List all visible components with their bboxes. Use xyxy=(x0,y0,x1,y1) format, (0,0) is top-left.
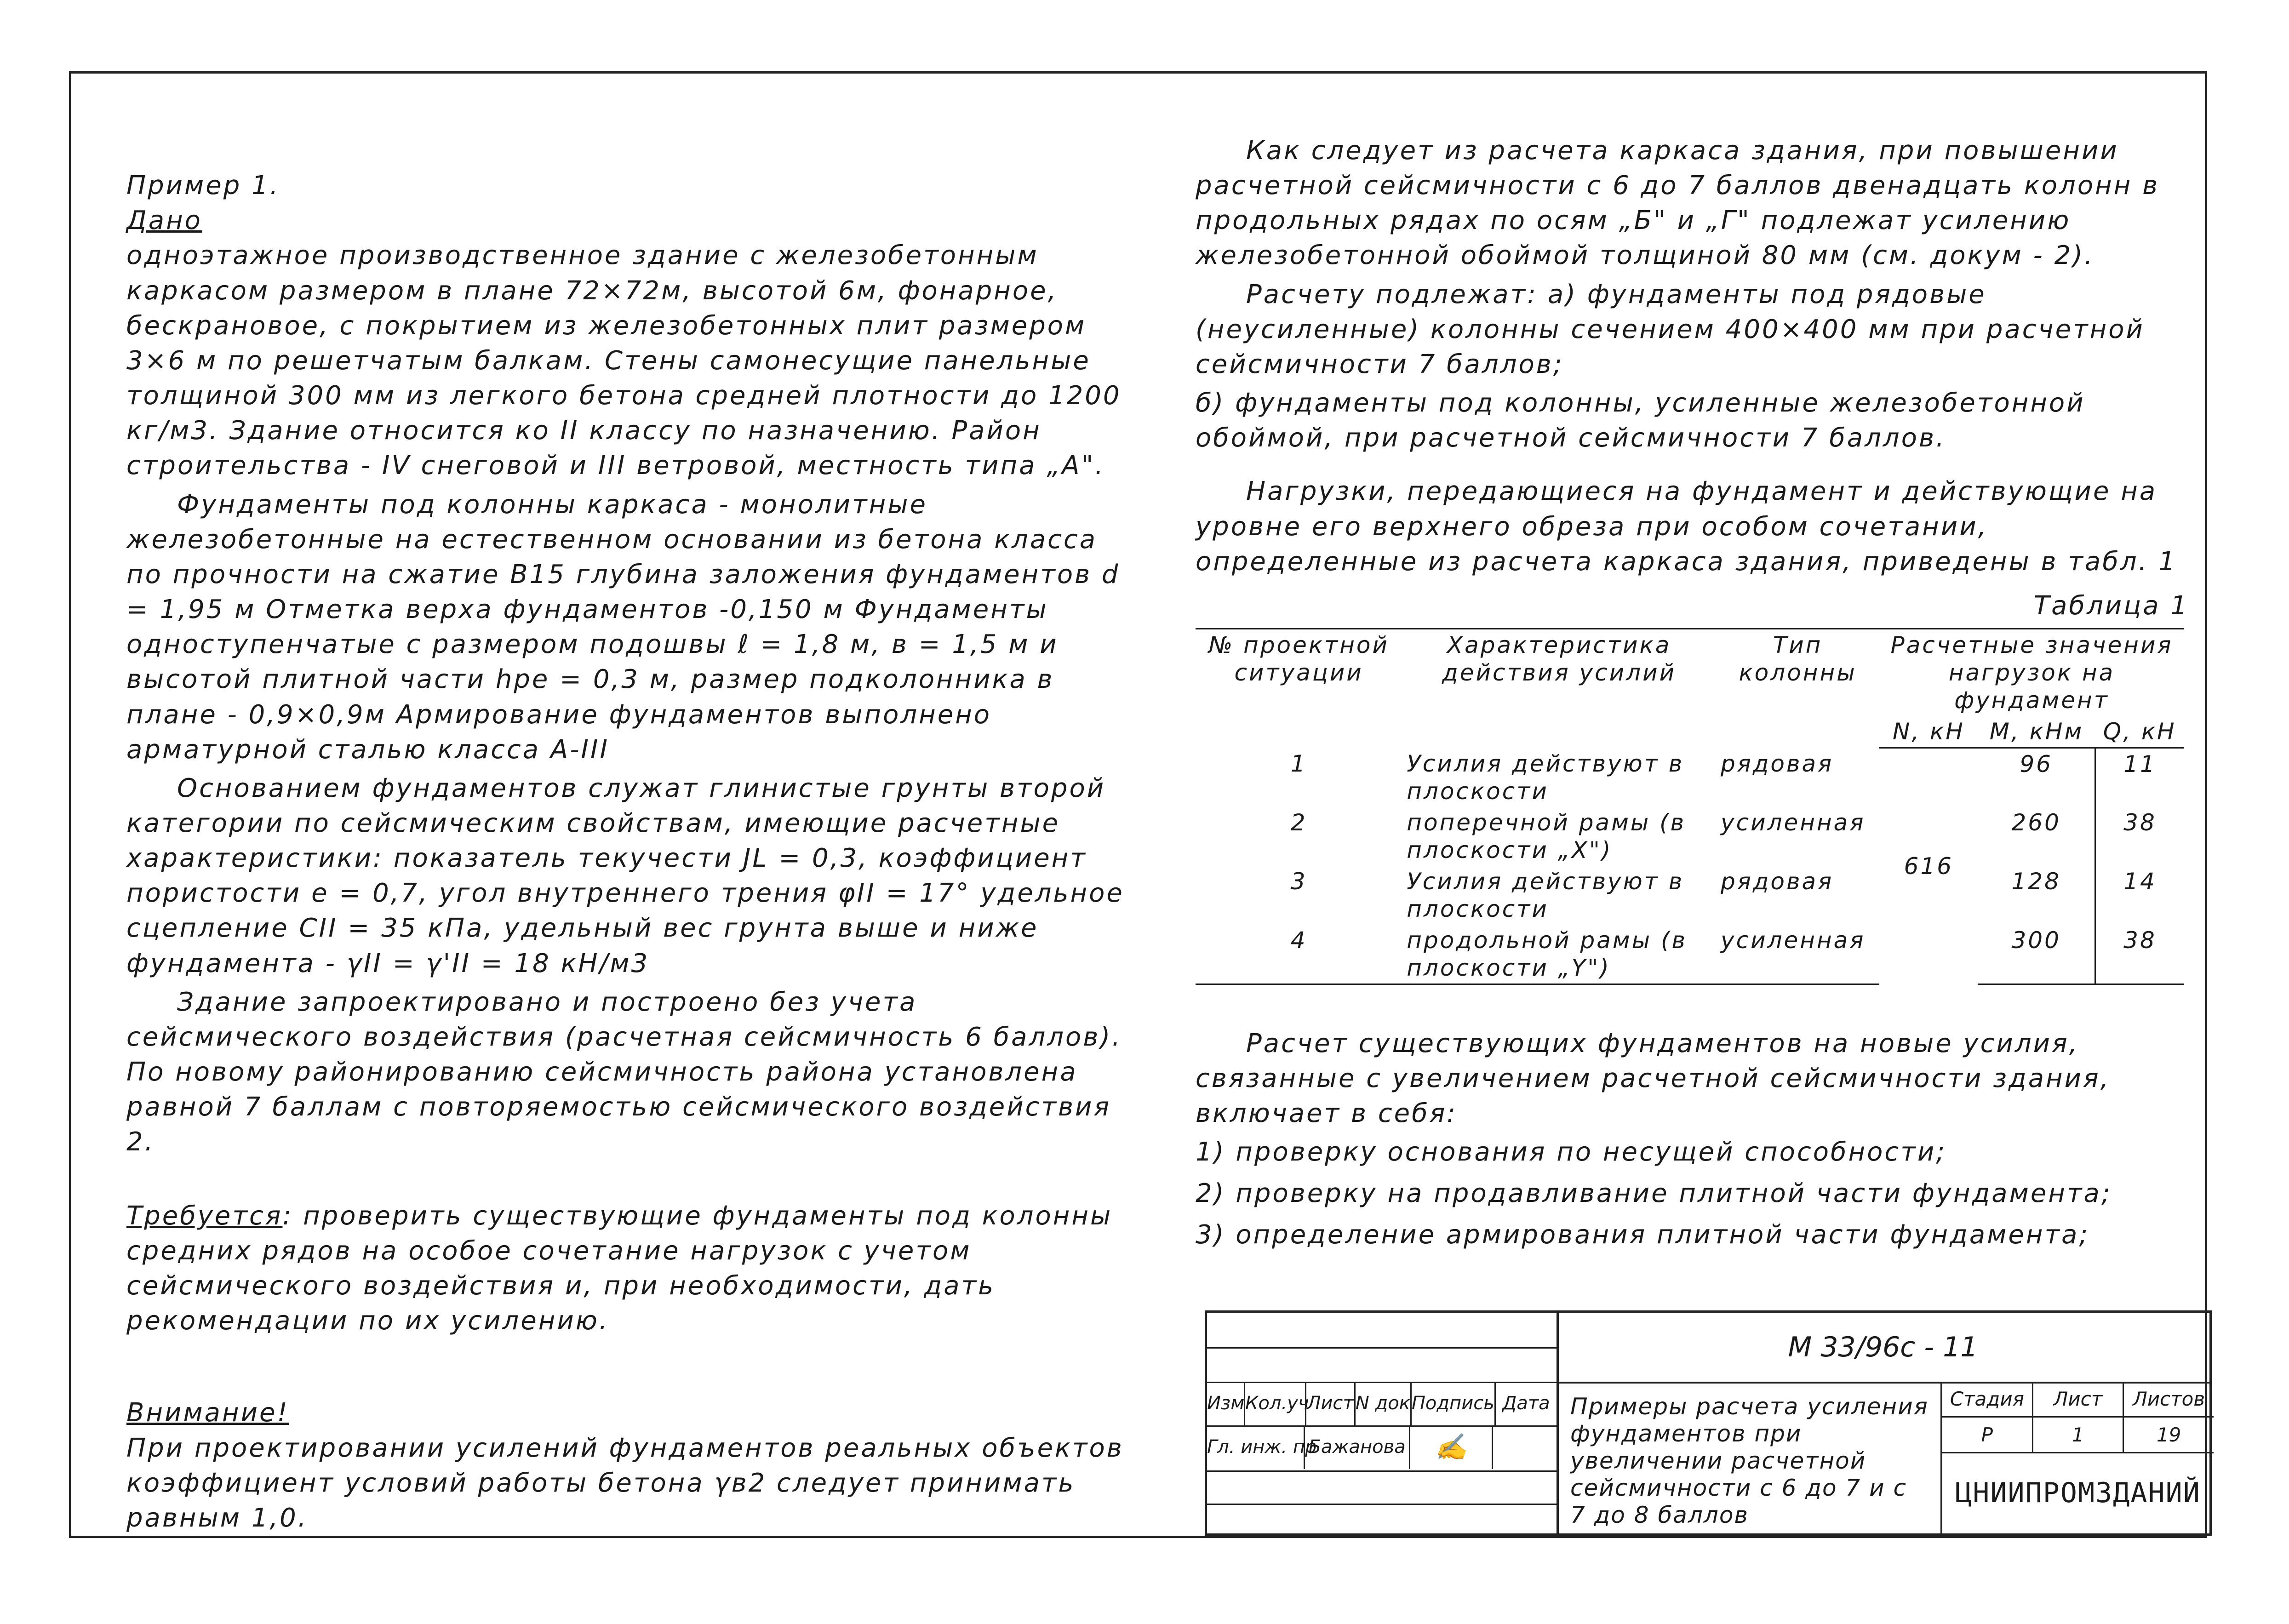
table-row xyxy=(1196,925,2184,984)
cell-char: поперечной рамы (в плоскости „X") xyxy=(1407,809,1686,863)
header-q: Q, кН xyxy=(2095,716,2184,748)
list-item: 2) проверку на продавливание плитной части фундамента; xyxy=(1196,1178,2112,1209)
example-paragraph xyxy=(126,133,1124,484)
grid-row xyxy=(1207,1313,1557,1349)
stage-header-row xyxy=(1942,1382,2214,1418)
list-item: 1) проверку основания по несущей способности; xyxy=(1196,1137,1947,1167)
cell-no: 3 xyxy=(1290,868,1307,895)
sheet-header: Лист xyxy=(2032,1382,2123,1416)
right-column xyxy=(1196,133,2189,1259)
table-row xyxy=(1196,807,2184,866)
cell-q: 38 xyxy=(2095,925,2184,984)
header-sign: Подпись xyxy=(1410,1382,1494,1425)
attention-paragraph xyxy=(126,1361,1124,1536)
header-list: Лист xyxy=(1305,1382,1354,1425)
organization-name: ЦНИИПРОМЗДАНИЙ xyxy=(1940,1451,2214,1536)
required-text: : проверить существующие фундаменты под колонны средних рядов на особое сочетание нагрузок с учетом сейсмического воздействия и, при необходимости, дать рекомендации по их усилению. xyxy=(126,1201,1113,1336)
cell-no: 4 xyxy=(1196,925,1402,984)
attention-text: При проектировании усилений фундаментов реальных объектов коэффициент условий работы бетона γв2 следует принимать равным 1,0. xyxy=(126,1433,1124,1533)
date-cell xyxy=(1492,1425,1557,1469)
cell-no: 1 xyxy=(1290,750,1307,777)
cell-type: усиленная xyxy=(1716,925,1879,984)
calc-list xyxy=(1196,1135,2189,1252)
stage-header: Стадия xyxy=(1950,1388,2024,1410)
header-type: Тип колонны xyxy=(1716,629,1879,748)
cell-type: рядовая xyxy=(1721,868,1834,895)
frame-paragraph: Как следует из расчета каркаса здания, при повышении расчетной сейсмичности с 6 до 7 баллов двенадцать колонн в продольных рядах по осям „Б" и „Г" подлежат усилению железобетонной обоймой толщиной 80 мм (см. докум - 2). xyxy=(1196,136,2160,271)
subject-b-paragraph: б) фундаменты под колонны, усиленные железобетонной обоймой, при расчетной сейсмичности 7 баллов. xyxy=(1196,388,2085,453)
header-situation: № проектной ситуации xyxy=(1196,629,1402,748)
header-ndok: N док xyxy=(1354,1382,1410,1425)
header-values: Расчетные значения нагрузок на фундамент xyxy=(1879,629,2184,716)
sheets-value: 19 xyxy=(2123,1418,2214,1452)
table-row xyxy=(1196,866,2184,925)
revision-headers xyxy=(1207,1382,1557,1425)
stage-value-row xyxy=(1942,1418,2214,1453)
header-izm: Изм xyxy=(1207,1393,1245,1414)
signature-mark xyxy=(1409,1425,1492,1469)
cell-char: Усилия действуют в плоскости xyxy=(1407,750,1684,805)
signature-row xyxy=(1207,1425,1557,1469)
title-block xyxy=(1205,1310,2212,1536)
stage-value: Р xyxy=(1981,1424,1993,1446)
cell-q: 38 xyxy=(2095,807,2184,866)
header-characteristic: Характеристика действия усилий xyxy=(1402,629,1716,748)
cell-m: 300 xyxy=(1978,925,2095,984)
cell-m: 260 xyxy=(2011,809,2061,836)
header-date: Дата xyxy=(1494,1382,1557,1425)
header-n: N, кН xyxy=(1879,716,1978,748)
header-kol: Кол.уч xyxy=(1244,1382,1305,1425)
calc-paragraph: Расчет существующих фундаментов на новые усилия, связанные с увеличением расчетной сейсмичности здания, включает в себя: xyxy=(1196,1028,2111,1128)
table-caption: Таблица 1 xyxy=(2033,590,2189,621)
signature-icon: ✍ xyxy=(1435,1432,1467,1462)
stage-box xyxy=(1940,1382,2214,1451)
sheets-header: Листов xyxy=(2123,1382,2214,1416)
cell-type: рядовая xyxy=(1721,750,1834,777)
soil-paragraph: Основанием фундаментов служат глинистые грунты второй категории по сейсмическим свойствам, имеющие расчетные характеристики: показатель текучести JL = 0,3, коэффициент пористости е = 0,7, угол внутреннего трения φII = 17° удельное сцепление CII = 35 кПа, удельный вес грунта выше и ниже фундамента - γII = γ'II = 18 кН/м3 xyxy=(126,773,1124,978)
loads-paragraph: Нагрузки, передающиеся на фундамент и действующие на уровне его верхнего обреза при особом сочетании, определенные из расчета каркаса здания, приведены в табл. 1 xyxy=(1196,476,2177,577)
given-label: Дано xyxy=(126,206,202,236)
attention-label: Внимание! xyxy=(126,1398,289,1428)
example-label: Пример 1. xyxy=(126,171,280,201)
cell-char: продольной рамы (в плоскости „Y") xyxy=(1402,925,1716,984)
sheet-value: 1 xyxy=(2032,1418,2123,1452)
grid-row xyxy=(1207,1347,1557,1383)
loads-table xyxy=(1196,628,2184,985)
required-paragraph xyxy=(126,1164,1124,1339)
cell-no: 2 xyxy=(1290,809,1307,836)
cell-q: 14 xyxy=(2095,866,2184,925)
table-row xyxy=(1196,748,2184,807)
grid-row xyxy=(1207,1469,1557,1505)
cell-q: 11 xyxy=(2095,748,2184,807)
document-code: М 33/96с - 11 xyxy=(1557,1313,2209,1384)
subject-paragraph: Расчету подлежат: а) фундаменты под рядовые (неусиленные) колонны сечением 400×400 мм при расчетной сейсмичности 7 баллов; xyxy=(1196,279,2145,379)
cell-char: Усилия действуют в плоскости xyxy=(1407,868,1684,922)
document-title: Примеры расчета усиления фундаментов при увеличении расчетной сейсмичности с 6 до 7 и с 7 до 8 баллов xyxy=(1570,1393,1928,1528)
left-column xyxy=(126,133,1124,1539)
cell-n: 616 xyxy=(1904,853,1954,880)
given-text: одноэтажное производственное здание с железобетонным каркасом размером в плане 72×72м, высотой 6м, фонарное, бескрановое, с покрытием из железобетонных плит размером 3×6 м по решетчатым балкам. Стены самонесущие панельные толщиной 300 мм из легкого бетона средней плотности до 1200 кг/м3. Здание относится ко II классу по назначению. Район строительства - IV снеговой и III ветровой, местность типа „А". xyxy=(126,240,1122,481)
role-label: Гл. инж. пр xyxy=(1207,1436,1317,1458)
cell-m: 96 xyxy=(2020,751,2053,778)
header-m: M, кНм xyxy=(1978,716,2095,748)
list-item: 3) определение армирования плитной части фундамента; xyxy=(1196,1220,2090,1250)
required-label: Требуется xyxy=(126,1201,283,1231)
cell-type: усиленная xyxy=(1721,809,1866,836)
cell-m: 128 xyxy=(2011,868,2061,895)
engineer-name: Бажанова xyxy=(1304,1425,1409,1469)
foundations-paragraph: Фундаменты под колонны каркаса - монолитные железобетонные на естественном основании из бетона класса по прочности на сжатие В15 глубина заложения фундаментов d = 1,95 м Отметка верха фундаментов -0,150 м Фундаменты одноступенчатые с размером подошвы ℓ = 1,8 м, в = 1,5 м и высотой плитной части hpe = 0,3 м, размер подколонника в плане - 0,9×0,9м Армирование фундаментов выполнено арматурной сталью класса А-III xyxy=(126,489,1120,765)
seismic-paragraph: Здание запроектировано и построено без учета сейсмического воздействия (расчетная сейсмичность 6 баллов). По новому районированию сейсмичность района установлена равной 7 баллам с повторяемостью сейсмического воздействия 2. xyxy=(126,987,1122,1157)
